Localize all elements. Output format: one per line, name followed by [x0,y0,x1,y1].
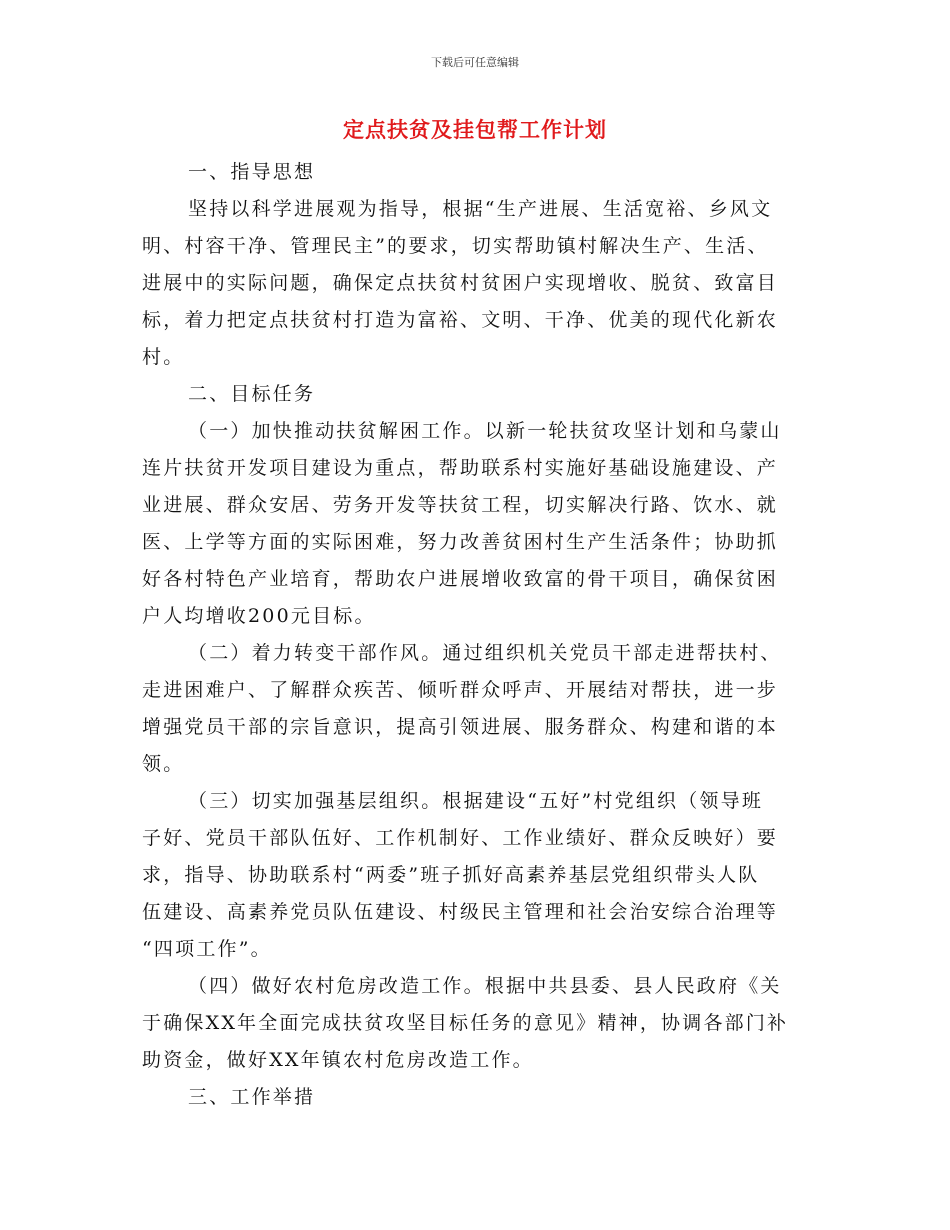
paragraph-line: 村。 [142,346,185,368]
paragraph-line: 明、村容干净、管理民主”的要求，切实帮助镇村解决生产、生活、 [142,235,769,257]
paragraph-line: 连片扶贫开发项目建设为重点，帮助联系村实施好基础设施建设、产 [142,457,779,479]
paragraph-line: 医、上学等方面的实际困难，努力改善贫困村生产生活条件；协助抓 [142,531,779,553]
paragraph-line: （三）切实加强基层组织。根据建设“五好”村党组织（领导班 [188,790,764,812]
paragraph-line: 领。 [142,753,185,775]
paragraph-line: 进展中的实际问题，确保定点扶贫村贫困户实现增收、脱贫、致富目 [142,272,779,294]
document-title: 定点扶贫及挂包帮工作计划 [343,118,607,142]
paragraph-line: 增强党员干部的宗旨意识，提高引领进展、服务群众、构建和谐的本 [142,716,779,738]
paragraph-line: 坚持以科学进展观为指导，根据“生产进展、生活宽裕、乡风文 [188,198,773,220]
section-heading-2: 二、目标任务 [188,383,316,405]
paragraph-line: 走进困难户、了解群众疾苦、倾听群众呼声、开展结对帮扶，进一步 [142,679,779,701]
paragraph-line: 户人均增收200元目标。 [142,605,376,627]
document-body [142,154,802,1116]
paragraph-line: “四项工作”。 [142,938,272,960]
paragraph-line: 于确保XX年全面完成扶贫攻坚目标任务的意见》精神，协调各部门补 [142,1012,789,1034]
paragraph-line: （二）着力转变干部作风。通过组织机关党员干部走进帮扶村、 [188,642,782,664]
paragraph-line: 标，着力把定点扶贫村打造为富裕、文明、干净、优美的现代化新农 [142,309,779,331]
section-heading-3: 三、工作举措 [188,1086,316,1108]
section-heading-1: 一、指导思想 [188,161,316,183]
paragraph-line: 求，指导、协助联系村“两委”班子抓好高素养基层党组织带头人队 [142,864,760,886]
paragraph-line: 好各村特色产业培育，帮助农户进展增收致富的骨干项目，确保贫困 [142,568,779,590]
paragraph-line: 助资金，做好XX年镇农村危房改造工作。 [142,1049,534,1071]
paragraph-line: （一）加快推动扶贫解困工作。以新一轮扶贫攻坚计划和乌蒙山 [188,420,782,442]
paragraph-line: 子好、党员干部队伍好、工作机制好、工作业绩好、群众反映好）要 [142,827,779,849]
paragraph-line: （四）做好农村危房改造工作。根据中共县委、县人民政府《关 [188,975,782,997]
paragraph-line: 业进展、群众安居、劳务开发等扶贫工程，切实解决行路、饮水、就 [142,494,779,516]
page-header-note: 下载后可任意编辑 [431,56,519,69]
paragraph-line: 伍建设、高素养党员队伍建设、村级民主管理和社会治安综合治理等 [142,901,779,923]
